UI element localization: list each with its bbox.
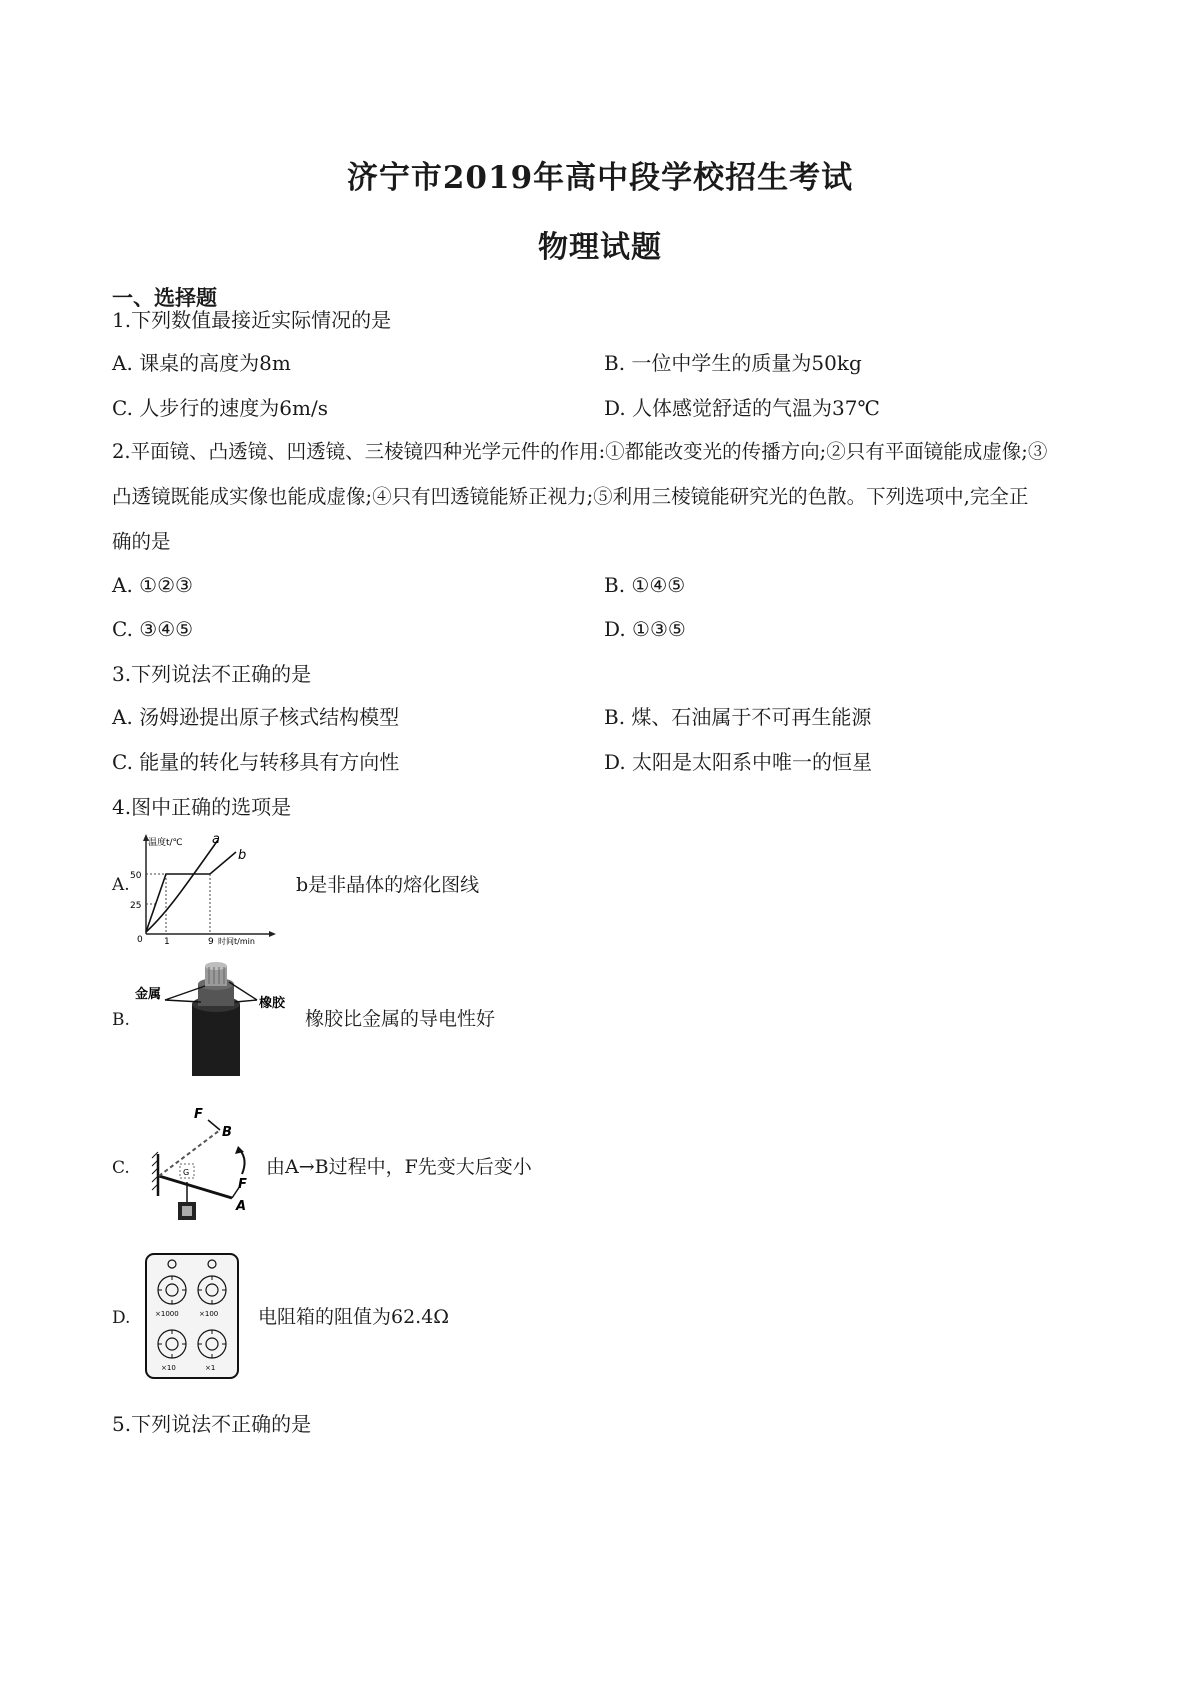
question-3-stem: 3.下列说法不正确的是 <box>112 662 312 686</box>
question-1-option-a: A. 课桌的高度为8m <box>112 351 291 375</box>
question-2-stem-line-2: 凸透镜既能成实像也能成虚像;④只有凹透镜能矫正视力;⑤利用三棱镜能研究光的色散。下列选项中,完全正 <box>112 485 1029 508</box>
section-heading: 一、选择题 <box>112 285 217 310</box>
melting-graph-figure <box>128 832 278 947</box>
question-4-option-d-caption: 电阻箱的阻值为62.4Ω <box>258 1306 450 1328</box>
graph-ytick-50: 50 <box>130 871 142 881</box>
question-2-option-b: B. ①④⑤ <box>604 573 686 597</box>
question-4-option-a-letter: A. <box>112 875 130 895</box>
question-4-option-b-caption: 橡胶比金属的导电性好 <box>305 1008 496 1030</box>
question-4-stem: 4.图中正确的选项是 <box>112 795 292 819</box>
graph-ylabel: 温度t/℃ <box>148 838 183 848</box>
question-3-option-d: D. 太阳是太阳系中唯一的恒星 <box>604 750 873 774</box>
question-1-option-d: D. 人体感觉舒适的气温为37℃ <box>604 396 880 420</box>
question-1-option-c: C. 人步行的速度为6m/s <box>112 396 328 420</box>
resistance-box-figure <box>142 1252 242 1382</box>
question-4-option-c-caption: 由A→B过程中，F先变大后变小 <box>266 1156 532 1178</box>
question-2-stem-line-1: 2.平面镜、凸透镜、凹透镜、三棱镜四种光学元件的作用:①都能改变光的传播方向;②只有平面镜能成虚像;③ <box>112 440 1048 463</box>
question-2-option-c: C. ③④⑤ <box>112 617 194 641</box>
metal-label: 金属 <box>135 987 162 1002</box>
question-4-option-c-letter: C. <box>112 1158 130 1178</box>
question-4-option-d-letter: D. <box>112 1308 131 1328</box>
dial-label-10: ×10 <box>161 1364 176 1372</box>
exam-subtitle: 物理试题 <box>538 230 662 265</box>
lever-figure <box>150 1106 265 1241</box>
question-1-stem: 1.下列数值最接近实际情况的是 <box>112 308 392 332</box>
graph-xtick-9: 9 <box>208 937 214 947</box>
question-2-option-d: D. ①③⑤ <box>604 617 686 641</box>
question-3-option-c: C. 能量的转化与转移具有方向性 <box>112 750 400 774</box>
rubber-label: 橡胶 <box>259 996 286 1011</box>
point-label-a: A <box>236 1199 247 1214</box>
question-3-option-b: B. 煤、石油属于不可再生能源 <box>604 705 872 729</box>
graph-ytick-0: 0 <box>137 935 143 945</box>
question-2-option-a: A. ①②③ <box>112 573 193 597</box>
force-label-b: F <box>194 1107 203 1122</box>
point-label-b: B <box>222 1125 232 1140</box>
weight-label: G <box>183 1168 190 1177</box>
graph-xlabel: 时间t/min <box>218 937 255 946</box>
question-3-option-a: A. 汤姆逊提出原子核式结构模型 <box>112 705 400 729</box>
graph-ytick-25: 25 <box>130 901 142 911</box>
question-4-option-a-caption: b是非晶体的熔化图线 <box>296 874 480 896</box>
cable-figure <box>135 962 305 1077</box>
curve-a-label: a <box>212 832 220 847</box>
question-1-option-b: B. 一位中学生的质量为50kg <box>604 351 862 375</box>
graph-xtick-1: 1 <box>164 937 170 947</box>
dial-label-1000: ×1000 <box>155 1310 179 1318</box>
curve-b-label: b <box>238 848 247 863</box>
force-label-a: F <box>238 1177 247 1192</box>
question-5-stem: 5.下列说法不正确的是 <box>112 1412 312 1436</box>
exam-title: 济宁市2019年高中段学校招生考试 <box>346 160 854 196</box>
question-4-option-b-letter: B. <box>112 1010 130 1030</box>
dial-label-100: ×100 <box>199 1310 219 1318</box>
dial-label-1: ×1 <box>205 1364 216 1372</box>
question-2-stem-line-3: 确的是 <box>112 530 171 553</box>
